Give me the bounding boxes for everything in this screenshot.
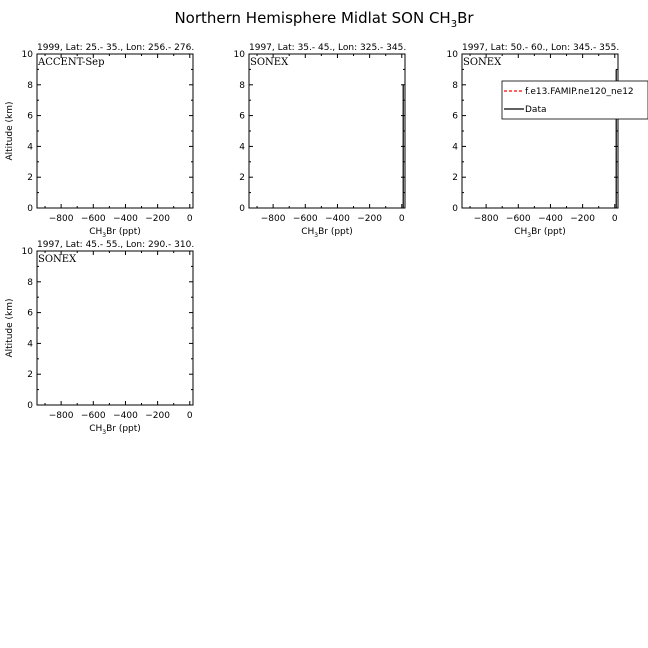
x-axis-label-main: CH [89,424,103,434]
x-tick-label: −200 [145,214,170,224]
x-axis-label-subscript: 3 [102,429,107,436]
panel-tag: SONEX [463,57,502,68]
panel-title: 1999, Lat: 25.- 35., Lon: 256.- 276. [37,43,195,53]
figure-title [174,9,474,30]
y-tick-label: 6 [27,111,33,122]
y-tick-label: 10 [446,50,458,60]
x-tick-label: −400 [325,214,350,224]
x-tick-label: −400 [113,411,138,421]
x-axis-label-main: CH [89,227,103,237]
y-tick-label: 0 [239,204,245,214]
x-axis-label-main: CH [514,227,528,237]
panel-1 [5,43,194,239]
x-tick-label: −800 [260,214,286,224]
plot-frame [37,54,193,208]
y-tick-label: 8 [27,277,33,288]
y-axis-label: Altitude (km) [5,298,15,358]
x-tick-label: 0 [186,411,193,421]
x-axis-label [89,424,141,436]
y-tick-label: 10 [21,50,33,60]
y-tick-label: 4 [452,142,458,153]
figure-title-tail: Br [457,9,474,27]
y-tick-label: 2 [239,173,245,184]
plot-frame [249,54,405,208]
plot-frame [462,54,618,208]
x-axis-label [89,227,141,239]
y-tick-label: 6 [239,111,245,122]
panel-title: 1997, Lat: 50.- 60., Lon: 345.- 355. [462,43,620,53]
x-axis-label-tail: Br (ppt) [106,227,141,237]
y-tick-label: 10 [233,50,245,60]
x-axis-label-subscript: 3 [102,232,107,239]
x-tick-label: −200 [357,214,382,224]
x-tick-label: −600 [80,214,106,224]
y-tick-label: 6 [452,111,458,122]
y-tick-label: 8 [239,80,245,91]
y-tick-label: 2 [452,173,458,184]
x-axis-label-tail: Br (ppt) [106,424,141,434]
panel-title: 1997, Lat: 35.- 45., Lon: 325.- 345. [249,43,407,53]
x-axis-label-subscript: 3 [314,232,319,239]
panel-title: 1997, Lat: 45.- 55., Lon: 290.- 310. [37,240,195,250]
x-tick-label: −200 [145,411,170,421]
y-tick-label: 2 [27,370,33,381]
y-tick-label: 0 [27,401,33,411]
figure-title-main: Northern Hemisphere Midlat SON CH [174,9,451,27]
legend-label: Data [525,105,547,115]
y-tick-label: 2 [27,173,33,184]
x-tick-label: −800 [473,214,499,224]
figure-title-subscript: 3 [450,19,458,30]
legend [502,81,648,119]
panel-4 [5,240,194,436]
panel-2 [234,43,407,239]
x-tick-label: −400 [113,214,138,224]
x-axis-label [301,227,353,239]
y-tick-label: 0 [27,204,33,214]
x-tick-label: 0 [186,214,193,224]
y-axis-label: Altitude (km) [5,101,15,161]
legend-label: f.e13.FAMIP.ne120_ne12 [525,87,634,97]
x-axis-label-tail: Br (ppt) [531,227,566,237]
y-tick-label: 0 [452,204,458,214]
x-tick-label: 0 [611,214,618,224]
x-tick-label: −800 [48,411,74,421]
x-tick-label: −600 [80,411,106,421]
x-tick-label: 0 [398,214,405,224]
x-tick-label: −600 [292,214,318,224]
panel-tag: SONEX [250,57,289,68]
y-tick-label: 4 [239,142,245,153]
x-tick-label: −600 [505,214,531,224]
x-axis-label-tail: Br (ppt) [318,227,353,237]
y-tick-label: 4 [27,142,33,153]
y-tick-label: 8 [27,80,33,91]
x-tick-label: −200 [570,214,595,224]
x-axis-label-subscript: 3 [527,232,532,239]
panel-tag: SONEX [38,254,77,265]
x-tick-label: −400 [538,214,563,224]
y-tick-label: 4 [27,339,33,350]
y-tick-label: 8 [452,80,458,91]
x-axis-label-main: CH [301,227,315,237]
plot-frame [37,251,193,405]
panel-3 [447,43,648,239]
panel-tag: ACCENT-Sep [38,57,105,68]
x-tick-label: −800 [48,214,74,224]
x-axis-label [514,227,566,239]
y-tick-label: 6 [27,308,33,319]
y-tick-label: 10 [21,247,33,257]
